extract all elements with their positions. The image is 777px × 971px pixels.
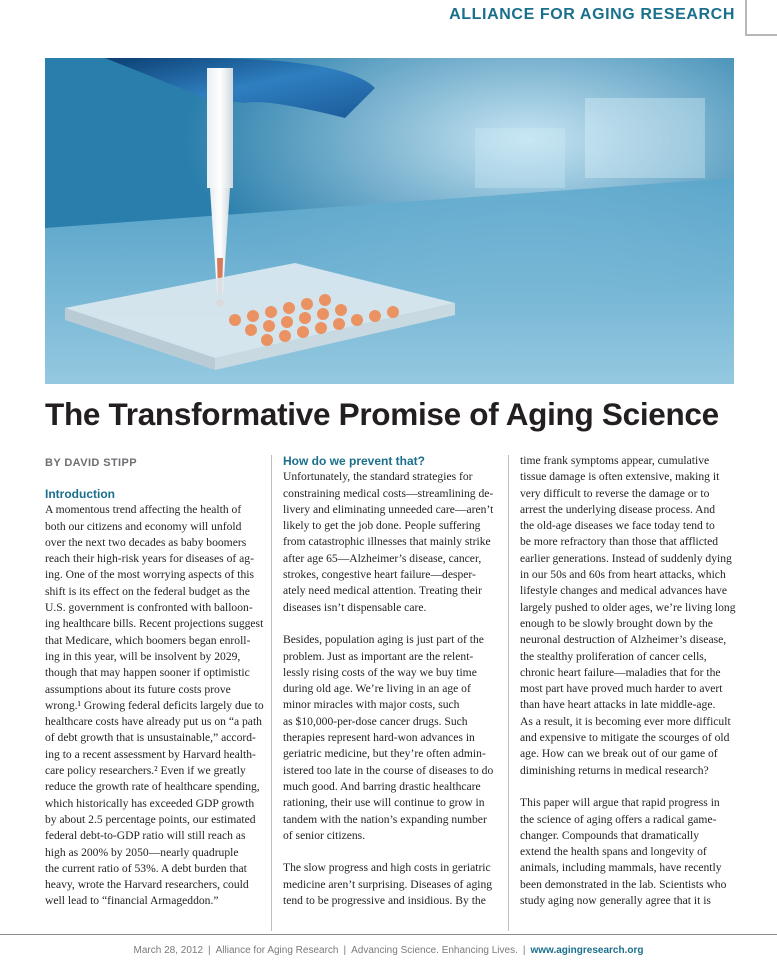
body-text-line: livery and eliminating unneeded care—aren’t	[283, 502, 494, 516]
body-text-line: minor miracles with major costs, such	[283, 698, 460, 712]
body-text-line: federal debt-to-GDP ratio will still reach as	[45, 829, 246, 843]
body-text-line: both our citizens and economy will unfold	[45, 519, 242, 533]
body-text-line: much good. And barring drastic healthcare	[283, 779, 481, 793]
body-text-line: As a result, it is becoming ever more difficult	[520, 714, 731, 728]
body-text-line: the old-age diseases we face today tend to	[520, 519, 715, 533]
body-text-line: U.S. government is confronted with balloon-	[45, 601, 253, 615]
body-text-line: ing healthcare bills. Recent projections suggest	[45, 617, 264, 631]
hero-lab-illustration	[45, 58, 734, 384]
page-footer	[0, 945, 777, 956]
article-column-2	[283, 453, 501, 909]
body-text-line: after age 65—Alzheimer’s disease, cancer,	[283, 551, 482, 565]
footer-divider	[0, 934, 777, 935]
body-text-line: and expensive to mitigate the scourges of old	[520, 731, 730, 745]
paragraph-break	[283, 616, 501, 632]
body-text-line: from catastrophic illnesses that mainly strike	[283, 535, 491, 549]
body-text-line: strokes, congestive heart failure—desper-	[283, 568, 476, 582]
body-text-line: medicine aren’t surprising. Diseases of aging	[283, 877, 493, 891]
column-divider	[508, 455, 509, 931]
paragraph-break	[283, 844, 501, 860]
body-text-line: animals, including mammals, have recently	[520, 861, 722, 875]
body-text-line: constraining medical costs—streamlining de-	[283, 486, 494, 500]
body-text-line: be more refractory than those that afflicted	[520, 535, 719, 549]
body-text-line: very difficult to reverse the damage or to	[520, 486, 710, 500]
body-text-line: therapies represent hard-won advances in	[283, 731, 475, 745]
footer-tagline: Advancing Science. Enhancing Lives.	[351, 945, 518, 956]
section-heading: Introduction	[45, 487, 115, 501]
body-text-line: the stealthy proliferation of cancer cells,	[520, 649, 707, 663]
body-text-line: ing to a recent assessment by Harvard health-	[45, 747, 256, 761]
body-text-line: ing. One of the most worrying aspects of this	[45, 568, 254, 582]
footer-url-link[interactable]: www.agingresearch.org	[530, 945, 644, 956]
body-text-line: tandem with the nation’s expanding number	[283, 812, 487, 826]
section-heading: How do we prevent that?	[283, 454, 426, 468]
body-text-line: most part have proved much harder to avert	[520, 682, 723, 696]
body-text-line: A momentous trend affecting the health of	[45, 503, 242, 517]
body-text-line: arrest the underlying disease process. And	[520, 502, 716, 516]
body-text-line: neuronal destruction of Alzheimer’s disease,	[520, 633, 727, 647]
article-byline: BY DAVID STIPP	[45, 457, 137, 469]
body-text-line: changer. Compounds that dramatically	[520, 828, 700, 842]
body-text-line: lessly rising costs of the way we buy time	[283, 665, 477, 679]
body-text-line: though that may happen sooner if optimistic	[45, 666, 250, 680]
body-text-line: tissue damage is often extensive, making it	[520, 470, 720, 484]
body-text-line: wrong.¹ Growing federal deficits largely due to	[45, 698, 264, 712]
body-text-line: study aging now generally agree that it is	[520, 894, 711, 908]
body-text-line: rationing, their use will continue to grow in	[283, 796, 485, 810]
body-text-line: heavy, wrote the Harvard researchers, could	[45, 878, 249, 892]
footer-separator: |	[208, 945, 211, 956]
body-text-line: of senior citizens.	[283, 828, 366, 842]
body-text-line: the current ratio of 53%. A debt burden that	[45, 861, 247, 875]
column-divider	[271, 455, 272, 931]
body-text-line: likely to get the job done. People suffering	[283, 519, 481, 533]
body-text-line: of debt growth that is unsustainable,” accord-	[45, 731, 256, 745]
body-text-line: by about 2.5 percentage points, our estimated	[45, 812, 256, 826]
body-text-line: assumptions about its future costs prove	[45, 682, 231, 696]
footer-date: March 28, 2012	[133, 945, 204, 956]
hero-image	[45, 58, 734, 384]
body-text-line: shift is its effect on the federal budget as the	[45, 584, 250, 598]
footer-separator: |	[343, 945, 347, 956]
body-text-line: diminishing returns in medical research?	[520, 763, 709, 777]
body-text-line: reduce the growth rate of healthcare spending,	[45, 780, 260, 794]
body-text-line: been demonstrated in the lab. Scientists who	[520, 877, 727, 891]
body-text-line: chronic heart failure—maladies that for the	[520, 665, 721, 679]
article-title: The Transformative Promise of Aging Science	[45, 396, 719, 432]
body-text-line: ing in this year, will be insolvent by 2029,	[45, 649, 241, 663]
body-text-line: in our 50s and 60s from heart attacks, which	[520, 568, 726, 582]
paragraph-break	[520, 779, 736, 795]
body-text-line: reach their high-risk years for diseases of ag-	[45, 552, 254, 566]
body-text-line: during old age. We’re living in an age of	[283, 682, 471, 696]
body-text-line: tend to be progressive and insidious. By the	[283, 894, 486, 908]
header-divider-vertical	[745, 0, 747, 36]
body-text-line: the science of aging offers a radical game-	[520, 812, 717, 826]
body-text-line: ately need medical attention. Treating their	[283, 584, 482, 598]
body-text-line: earlier generations. Instead of suddenly dying	[520, 551, 732, 565]
body-text-line: time frank symptoms appear, cumulative	[520, 454, 710, 467]
body-text-line: age. How can we break out of our game of	[520, 747, 718, 761]
body-text-line: than have heart attacks in late middle-age.	[520, 698, 716, 712]
org-header-title: ALLIANCE FOR AGING RESEARCH	[449, 6, 735, 23]
body-text-line: which historically has exceeded GDP growth	[45, 796, 255, 810]
body-text-line: Besides, population aging is just part of the	[283, 633, 484, 647]
body-text-line: that Medicare, which boomers began enroll-	[45, 633, 251, 647]
body-text-line: istered too late in the course of diseases to do	[283, 763, 494, 777]
article-column-1	[45, 486, 265, 910]
body-text-line: Unfortunately, the standard strategies for	[283, 470, 473, 484]
body-text-line: high as 200% by 2050—nearly quadruple	[45, 845, 239, 859]
body-text-line: The slow progress and high costs in geriatric	[283, 861, 491, 875]
body-text-line: over the next two decades as baby boomers	[45, 535, 247, 549]
body-text-line: largely pushed to older ages, we’re living long	[520, 600, 736, 614]
body-text-line: lifestyle changes and medical advances have	[520, 584, 727, 598]
body-text-line: enough to be slowly brought down by the	[520, 616, 713, 630]
header-divider-horizontal	[745, 34, 777, 36]
body-text-line: problem. Just as important are the relent-	[283, 649, 474, 663]
body-text-line: as $10,000-per-dose cancer drugs. Such	[283, 714, 468, 728]
footer-org: Alliance for Aging Research	[215, 945, 339, 956]
footer-separator: |	[522, 945, 526, 956]
body-text-line: geriatric medicine, but they’re often admin-	[283, 747, 486, 761]
body-text-line: This paper will argue that rapid progress in	[520, 796, 720, 810]
body-text-line: extend the health spans and longevity of	[520, 845, 707, 859]
body-text-line: care policy researchers.² Even if we greatly	[45, 764, 246, 778]
body-text-line: diseases isn’t dispensable care.	[283, 600, 427, 614]
body-text-line: healthcare costs have already put us on “a path	[45, 715, 262, 729]
article-column-3	[520, 453, 736, 909]
body-text-line: well lead to “financial Armageddon.”	[45, 894, 219, 908]
